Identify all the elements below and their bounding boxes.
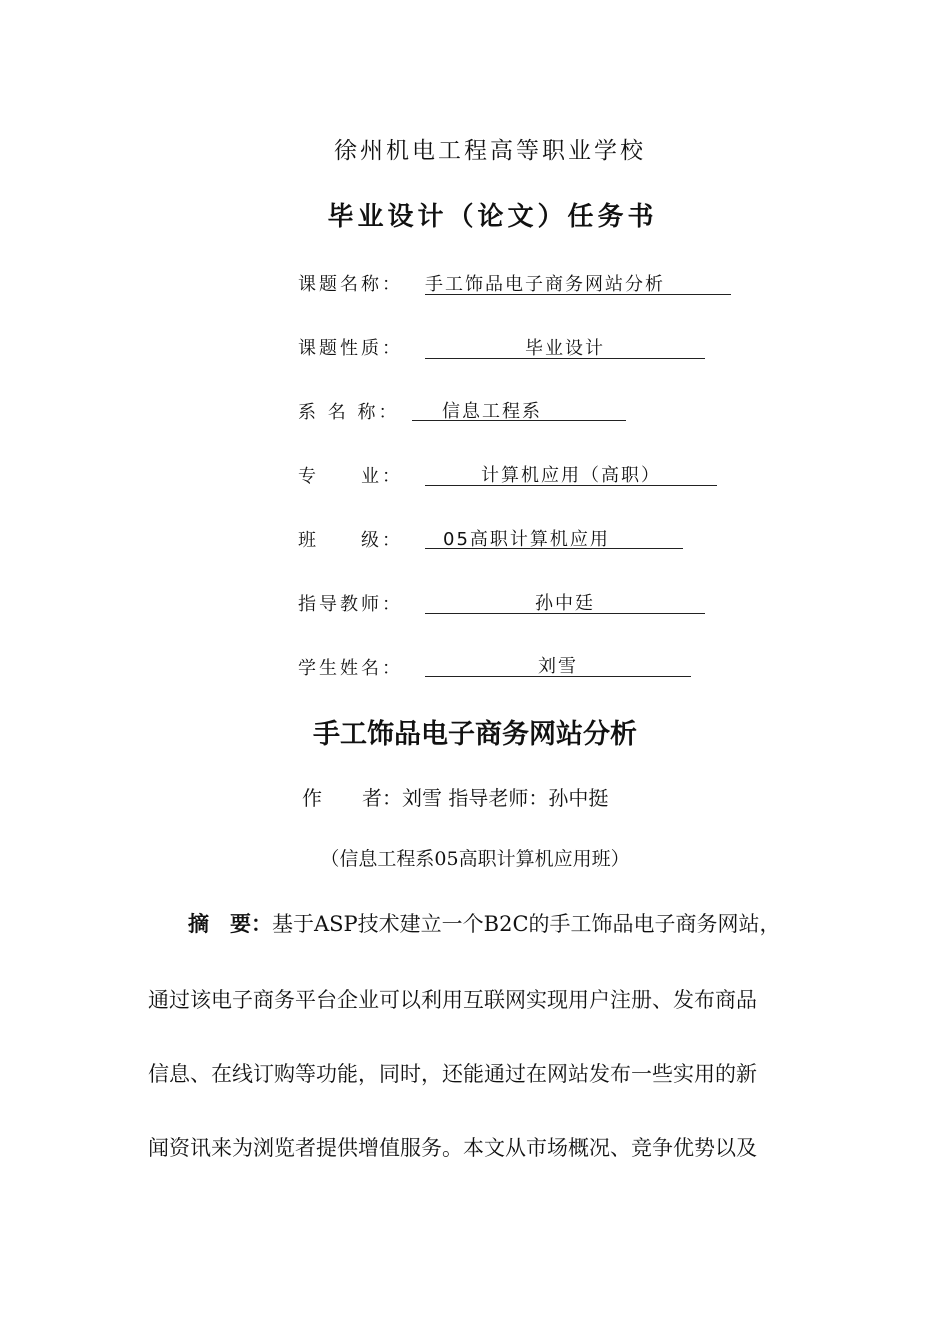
- form-row-topic: [298, 270, 403, 296]
- topic-value: 手工饰品电子商务网站分析: [425, 270, 731, 295]
- student-label: 学生姓名：: [298, 658, 403, 679]
- form-row-class: [298, 526, 403, 552]
- abstract-line-2: 通过该电子商务平台企业可以利用互联网实现用户注册、发布商品: [148, 988, 757, 1012]
- form-row-dept: [298, 398, 399, 424]
- task-book-title: 毕业设计（论文）任务书: [327, 202, 658, 232]
- major-value: 计算机应用（高职）: [425, 461, 717, 486]
- dept-label: 系 名 称：: [298, 402, 400, 423]
- advisor-label: 指导教师：: [298, 594, 403, 615]
- class-value: 05高职计算机应用: [425, 525, 683, 549]
- class-label: 班 级：: [298, 530, 403, 551]
- dept-value: 信息工程系: [412, 397, 626, 421]
- school-name: 徐州机电工程高等职业学校: [334, 138, 646, 164]
- author-line: 作 者：刘雪 指导老师：孙中挺: [302, 786, 609, 810]
- abstract-label: 摘 要：: [188, 912, 272, 936]
- topic-label: 课题名称：: [298, 274, 403, 295]
- form-row-major: [298, 462, 403, 488]
- abstract-text: 基于ASP技术建立一个B2C的手工饰品电子商务网站，: [272, 912, 781, 936]
- form-row-nature: [298, 334, 403, 360]
- abstract-line-4: 闻资讯来为浏览者提供增值服务。本文从市场概况、竞争优势以及: [148, 1136, 757, 1160]
- abstract-line-3: 信息、在线订购等功能，同时，还能通过在网站发布一些实用的新: [148, 1062, 757, 1086]
- nature-label: 课题性质：: [298, 338, 403, 359]
- paper-title: 手工饰品电子商务网站分析: [313, 719, 637, 750]
- student-value: 刘雪: [425, 652, 691, 677]
- form-row-student: [298, 654, 403, 680]
- advisor-value: 孙中廷: [425, 589, 705, 614]
- form-row-advisor: [298, 590, 403, 616]
- abstract-line-1: [188, 908, 781, 938]
- major-label: 专 业：: [298, 466, 403, 487]
- department-line: （信息工程系05高职计算机应用班）: [320, 848, 630, 870]
- nature-value: 毕业设计: [425, 334, 705, 359]
